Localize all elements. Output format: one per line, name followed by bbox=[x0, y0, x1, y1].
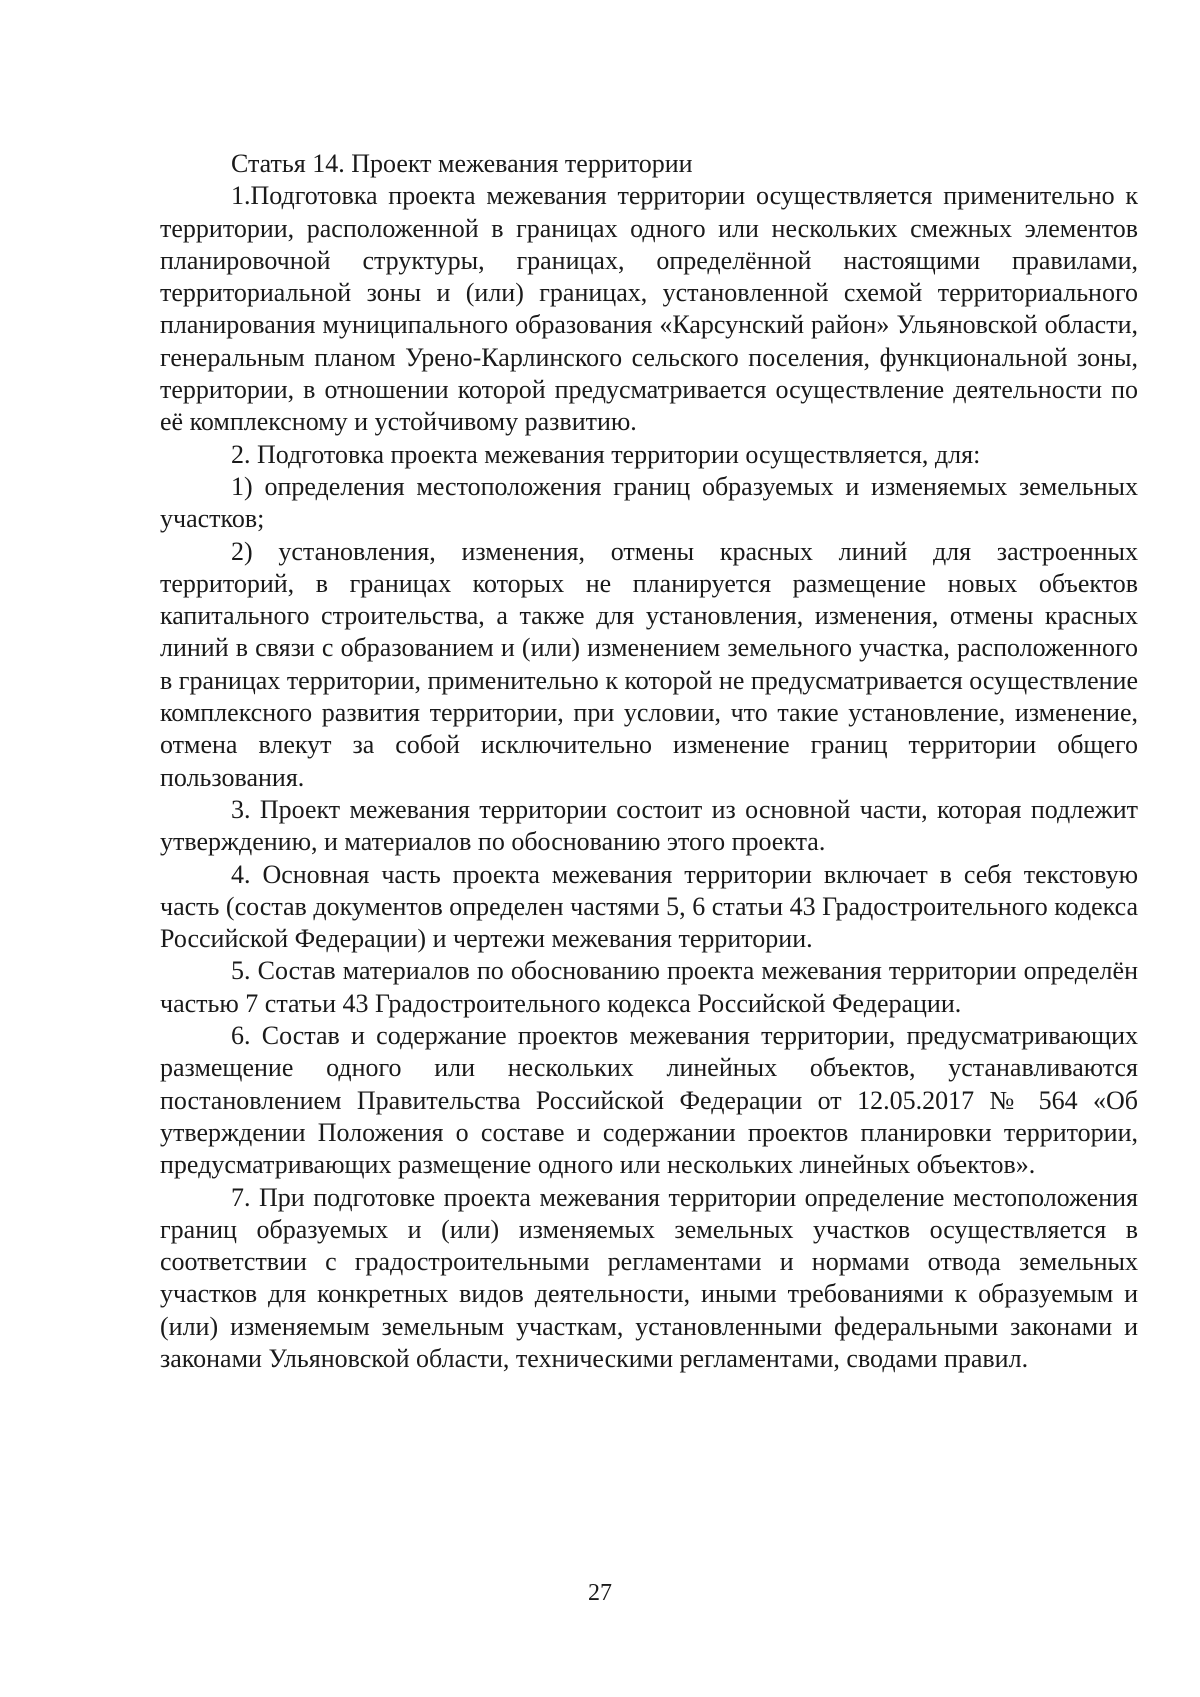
paragraph-5: 5. Состав материалов по обоснованию проекта межевания территории определён частью 7 статьи 43 Градостроительного кодекса Российской Федерации. bbox=[160, 956, 1138, 1018]
paragraph-2: 2. Подготовка проекта межевания территории осуществляется, для: bbox=[231, 439, 981, 469]
paragraph-1: 1.Подготовка проекта межевания территории осуществляется применительно к территории, расположенной в границах одного или нескольких смежных элементов планировочной структуры, границах, определённой настоящими правилами, территориальной зоны и (или) границах, установленной схемой территориального планирования муниципального образования «Карсунский район» Ульяновской области, генеральным планом Урено-Карлинского сельского поселения, функциональной зоны, территории, в отношении которой предусматривается осуществление деятельности по её комплексному и устойчивому развитию. bbox=[160, 181, 1138, 437]
article-heading: Статья 14. Проект межевания территории bbox=[231, 149, 693, 178]
paragraph-2-item-1: 1) определения местоположения границ образуемых и изменяемых земельных участков; bbox=[160, 471, 1138, 534]
paragraph-7: 7. При подготовке проекта межевания территории определение местоположения границ образуемых и (или) изменяемых земельных участков осуществляется в соответствии с градостроительными регламентами и нормами отвода земельных участков для конкретных видов деятельности, иными требованиями к образуемым и (или) изменяемым земельным участкам, установленными федеральными законами и законами Ульяновской области, техническими регламентами, сводами правил. bbox=[160, 1182, 1138, 1373]
paragraph-3: 3. Проект межевания территории состоит из основной части, которая подлежит утверждению, и материалов по обоснованию этого проекта. bbox=[160, 794, 1138, 857]
paragraph-4: 4. Основная часть проекта межевания территории включает в себя текстовую часть (состав документов определен частями 5, 6 статьи 43 Градостроительного кодекса Российской Федерации) и чертежи межевания территории. bbox=[160, 859, 1138, 954]
page-number: 27 bbox=[588, 1580, 612, 1606]
document-body bbox=[160, 148, 1138, 1375]
paragraph-2-item-2: 2) установления, изменения, отмены красных линий для застроенных территорий, в границах которых не планируется размещение новых объектов капитального строительства, а также для установления, изменения, отмены красных линий в связи с образованием и (или) изменением земельного участка, расположенного в границах территории, применительно к которой не предусматривается осуществление комплексного развития территории, при условии, что такие установление, изменение, отмена влекут за собой исключительно изменение границ территории общего пользования. bbox=[160, 536, 1138, 792]
paragraph-6: 6. Состав и содержание проектов межевания территории, предусматривающих размещение одного или нескольких линейных объектов, устанавливаются постановлением Правительства Российской Федерации от 12.05.2017 № 564 «Об утверждении Положения о составе и содержании проектов планировки территории, предусматривающих размещение одного или нескольких линейных объектов». bbox=[160, 1021, 1138, 1180]
